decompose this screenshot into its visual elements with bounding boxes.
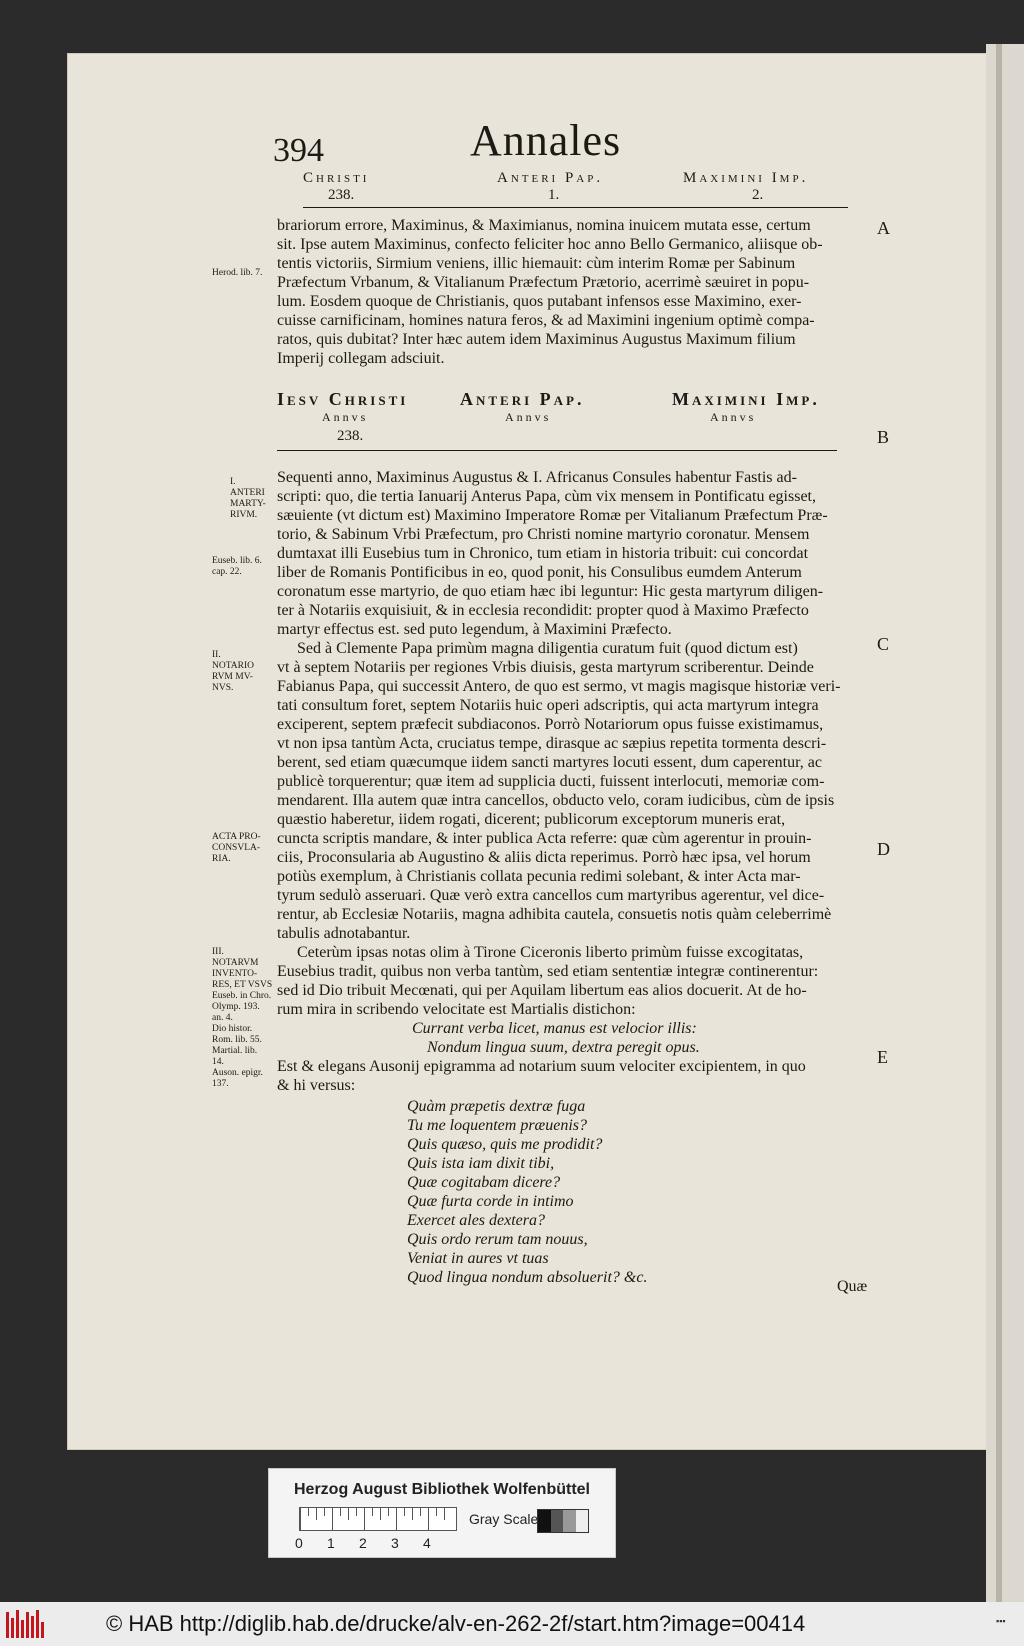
header2-annus: Annvs bbox=[322, 410, 369, 424]
text-line: rentur, ab Ecclesiæ Notariis, magna adhibita cautela, consuetis notis quàm celeberrimè bbox=[277, 906, 832, 923]
verse-line: Nondum lingua suum, dextra peregit opus. bbox=[427, 1039, 700, 1056]
section-letter-d: D bbox=[877, 839, 890, 859]
text-line: tyrum sedulò asseruari. Quæ verò extra cancellos cum martyribus agerentur, vel dice- bbox=[277, 887, 825, 904]
hab-logo-icon bbox=[6, 1610, 46, 1638]
ruler-label: 2 bbox=[359, 1535, 367, 1551]
text-line: torio, & Sabinum Vrbi Præfectum, pro Christi nomine martyrio coronatur. Mensem bbox=[277, 526, 810, 543]
text-line: ratos, quis dubitat? Inter hæc autem idem Maximinus Augustus Maximum filium bbox=[277, 331, 796, 348]
margin-ref-euseb: Euseb. lib. 6. cap. 22. bbox=[212, 556, 262, 577]
header-anteri-num: 1. bbox=[548, 187, 560, 203]
text-line: Sequenti anno, Maximinus Augustus & I. Africanus Consules habentur Fastis ad- bbox=[277, 469, 797, 486]
text-line: lum. Eosdem quoque de Christianis, quos putabant infensos esse Maximino, exer- bbox=[277, 293, 802, 310]
header2-annus: Annvs bbox=[710, 410, 757, 424]
text-line: tentis victoriis, Sirmium veniens, illic hiemauit: cùm interim Romæ per Sabinum bbox=[277, 255, 796, 272]
text-line: Sed à Clemente Papa primùm magna diligentia curatum fuit (quod dictum est) bbox=[297, 640, 798, 657]
ruler-label: 0 bbox=[295, 1535, 303, 1551]
ruler-label: 4 bbox=[423, 1535, 431, 1551]
corner-mark: ▪▪▪ bbox=[996, 1616, 1006, 1626]
card-title: Herzog August Bibliothek Wolfenbüttel bbox=[294, 1481, 590, 1498]
margin-note-acta: ACTA PRO- CONSVLA- RIA. bbox=[212, 832, 261, 864]
source-url[interactable]: © HAB http://diglib.hab.de/drucke/alv-en-262-2f/start.htm?image=00414 bbox=[106, 1611, 806, 1636]
ruler-label: 3 bbox=[391, 1535, 399, 1551]
text-line: liber de Romanis Pontificibus in eo, quod ponit, his Consulibus eumdem Anterum bbox=[277, 564, 802, 581]
verse-line: Quis ista iam dixit tibi, bbox=[407, 1155, 555, 1172]
text-line: berent, sed etiam quæcumque iidem sancti martyres locuti essent, dum caperentur, ac bbox=[277, 754, 822, 771]
section-letter-b: B bbox=[877, 427, 890, 447]
header2-iesu-christi: Iesv Christi bbox=[277, 389, 409, 409]
header-rule bbox=[303, 207, 848, 208]
catchword: Quæ bbox=[837, 1278, 868, 1295]
text-line: Est & elegans Ausonij epigramma ad notarium suum velociter excipientem, in quo bbox=[277, 1058, 806, 1075]
verse-line: Tu me loquentem præuenis? bbox=[407, 1117, 587, 1134]
section-letter-e: E bbox=[877, 1047, 888, 1067]
margin-refs: Euseb. in Chro. Olymp. 193. an. 4. Dio histor. Rom. lib. 55. Martial. lib. 14. Auson. epigr. 137. bbox=[212, 991, 272, 1089]
section-letter-a: A bbox=[877, 218, 890, 238]
header2-maximini: Maximini Imp. bbox=[672, 389, 820, 409]
header-anteri: Anteri Pap. bbox=[497, 170, 604, 186]
verse-line: Quæ cogitabam dicere? bbox=[407, 1174, 561, 1191]
header2-anteri: Anteri Pap. bbox=[460, 389, 585, 409]
verse-line: Quod lingua nondum absoluerit? &c. bbox=[407, 1269, 648, 1286]
header-maximini-num: 2. bbox=[752, 187, 764, 203]
header-maximini: Maximini Imp. bbox=[683, 170, 809, 186]
verse-line: Veniat in aures vt tuas bbox=[407, 1250, 549, 1267]
header2-rule bbox=[277, 450, 837, 451]
text-line: cuisse carnificinam, homines natura feros, & ad Maximini ingenium optimè compa- bbox=[277, 312, 815, 329]
text-line: mendarent. Illa autem quæ intra cancellos, obducto velo, coram iudicibus, cùm de ipsis bbox=[277, 792, 835, 809]
text-line: ciis, Proconsularia ab Augustino & aliis dicta reperimus. Porrò hæc ipsa, vel horum bbox=[277, 849, 811, 866]
text-line: & hi versus: bbox=[277, 1077, 356, 1094]
text-line: publicè torquerentur; quæ item ad supplicia ducti, fuissent interlocuti, memoriæ com- bbox=[277, 773, 825, 790]
verse-line: Currant verba licet, manus est velocior illis: bbox=[412, 1020, 697, 1037]
verse-line: Quis quæso, quis me prodidit? bbox=[407, 1136, 603, 1153]
verse-line: Quis ordo rerum tam nouus, bbox=[407, 1231, 588, 1248]
text-line: coronatum esse martyrio, de quo etiam hæc ibi leguntur: Hic gesta martyrum diligen- bbox=[277, 583, 824, 600]
text-line: brariorum errore, Maximinus, & Maximianus, nomina inuicem mutata esse, certum bbox=[277, 217, 811, 234]
page-number: 394 bbox=[273, 132, 324, 169]
header2-year: 238. bbox=[337, 428, 364, 444]
facing-page-edge bbox=[986, 44, 1024, 1604]
text-line: vt non ipsa tantùm Acta, cruciatus tempe, dirasque ac sæpius repetita tormenta descri- bbox=[277, 735, 827, 752]
text-line: sed id Dio tribuit Mecœnati, qui per Aquilam libertum eas alios docuerit. At de ho- bbox=[277, 982, 807, 999]
margin-note-notarii: II. NOTARIO RVM MV- NVS. bbox=[212, 650, 254, 693]
text-line: quæstio haberetur, iidem rogati, dicerent; publicorum exceptorum muneris erat, bbox=[277, 811, 786, 828]
text-line: scripti: quo, die tertia Ianuarij Anterus Papa, cùm vix mensem in Pontificatu egisset, bbox=[277, 488, 816, 505]
text-line: cuncta scriptis mandare, & inter publica Acta referre: quæ cùm agerentur in prouin- bbox=[277, 830, 812, 847]
header-christi: Christi bbox=[303, 170, 370, 186]
text-line: martyr effectus est. sed puto legendum, à Maximini Præfecto. bbox=[277, 621, 672, 638]
text-line: exciperent, septem præfecit subdiaconos. Porrò Notariorum opus fuisse existimamus, bbox=[277, 716, 824, 733]
text-line: potiùs exemplum, à Christianis collata pecunia redimi solebant, & inter Acta mar- bbox=[277, 868, 801, 885]
header-christi-num: 238. bbox=[328, 187, 355, 203]
text-line: ter à Notariis exquisiuit, & in ecclesia recondidit: propter quod à Maximo Præfecto bbox=[277, 602, 809, 619]
ruler-label: 1 bbox=[327, 1535, 335, 1551]
page-gutter bbox=[996, 44, 1002, 1604]
section-letter-c: C bbox=[877, 634, 890, 654]
scale-ruler bbox=[299, 1507, 457, 1531]
text-line: sæuiente (vt dictum est) Maximino Imperatore Romæ per Vitalianum Præfectum Præ- bbox=[277, 507, 828, 524]
verse-line: Quæ furta corde in intimo bbox=[407, 1193, 574, 1210]
text-line: tabulis adnotabantur. bbox=[277, 925, 411, 942]
margin-note-notarum: III. NOTARVM INVENTO- RES, ET VSVS bbox=[212, 947, 273, 990]
text-line: Imperij collegam adsciuit. bbox=[277, 350, 445, 367]
footer-bar bbox=[0, 1602, 1024, 1646]
text-line: Ceterùm ipsas notas olim à Tirone Ciceronis liberto primùm fuisse excogitatas, bbox=[297, 944, 804, 961]
calibration-card bbox=[268, 1468, 616, 1558]
verse-line: Quàm præpetis dextræ fuga bbox=[407, 1098, 586, 1115]
margin-note-anteri: I. ANTERI MARTY- RIVM. bbox=[230, 477, 266, 520]
grayscale-swatch bbox=[537, 1509, 589, 1533]
header2-annus: Annvs bbox=[505, 410, 552, 424]
grayscale-label: Gray Scale bbox=[469, 1511, 539, 1527]
text-line: Eusebius tradit, quibus non verba tantùm, sed etiam sententiæ integræ continerentur: bbox=[277, 963, 819, 980]
margin-ref-herod: Herod. lib. 7. bbox=[212, 268, 263, 278]
text-line: rum mira in scribendo velocitate est Martialis distichon: bbox=[277, 1001, 636, 1018]
text-line: Fabianus Papa, qui successit Antero, de quo est sermo, vt magis magisque historiæ veri- bbox=[277, 678, 841, 695]
running-title: Annales bbox=[470, 116, 622, 165]
text-line: dumtaxat illi Eusebius tum in Chronico, tum etiam in historia tribuit: cui concordat bbox=[277, 545, 809, 562]
text-line: Præfectum Vrbanum, & Vitalianum Præfectum Prætorio, acerrimè sæuiret in popu- bbox=[277, 274, 810, 291]
text-line: sit. Ipse autem Maximinus, confecto feliciter hoc anno Bello Germanico, aliisque ob- bbox=[277, 236, 823, 253]
verse-line: Exercet ales dextera? bbox=[407, 1212, 546, 1229]
text-line: tati consultum foret, septem Notariis huic operi adscriptis, qui acta martyrum integra bbox=[277, 697, 819, 714]
text-line: vt à septem Notariis per regiones Vrbis diuisis, gesta martyrum scriberentur. Deinde bbox=[277, 659, 814, 676]
